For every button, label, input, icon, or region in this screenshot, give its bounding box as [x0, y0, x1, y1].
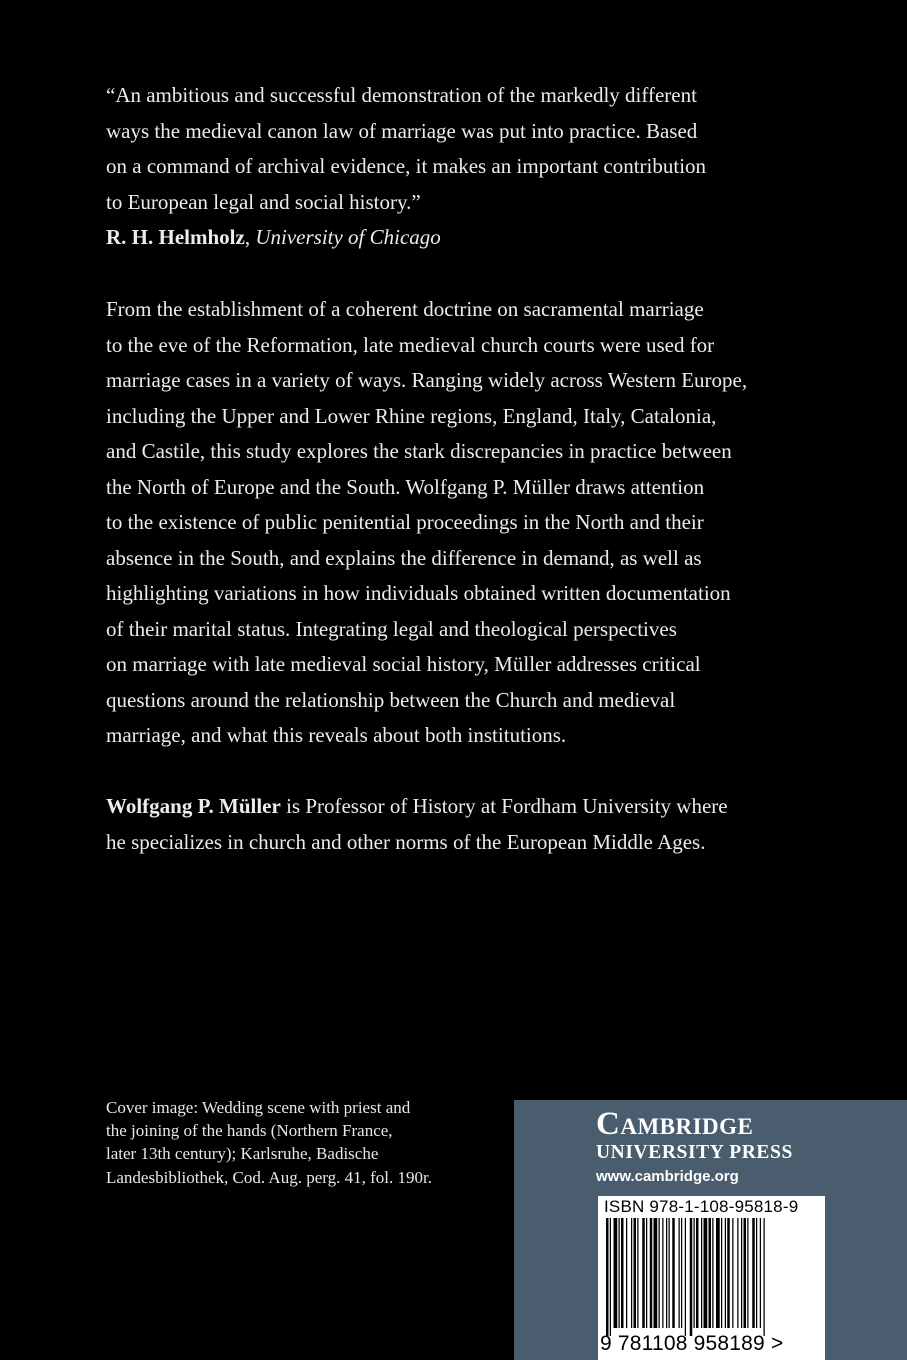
publisher-logo-name: Cambridge — [596, 1106, 754, 1142]
quote-line: ways the medieval canon law of marriage was put into practice. Based — [106, 118, 698, 143]
description-line: on marriage with late medieval social history, Müller addresses critical — [106, 652, 701, 676]
barcode-bar — [685, 1218, 686, 1336]
endorsement-attribution — [106, 220, 846, 256]
barcode-bar — [712, 1218, 713, 1328]
credit-line: Cover image: Wedding scene with priest and — [106, 1098, 411, 1117]
barcode-bar — [741, 1218, 742, 1328]
description-line: of their marital status. Integrating legal and theological perspectives — [106, 616, 677, 641]
publisher-url: www.cambridge.org — [596, 1168, 739, 1185]
barcode-bar — [621, 1218, 624, 1328]
barcode-bar — [614, 1218, 618, 1328]
barcode-bar — [631, 1218, 632, 1328]
book-description — [106, 292, 846, 754]
barcode-bar — [606, 1218, 609, 1336]
publisher-logo-subtitle: UNIVERSITY PRESS — [596, 1142, 793, 1163]
barcode-bar — [725, 1218, 726, 1328]
description-line: to the eve of the Reformation, late medieval church courts were used for — [106, 332, 715, 357]
description-line: absence in the South, and explains the difference in demand, as well as — [106, 545, 702, 570]
barcode-bar — [709, 1218, 712, 1328]
credit-line: the joining of the hands (Northern France, — [106, 1121, 393, 1141]
barcode-bar — [747, 1218, 748, 1328]
barcode-bar — [701, 1218, 702, 1328]
barcode-bar — [650, 1218, 653, 1328]
barcode-bar — [752, 1218, 755, 1328]
barcode-bar — [646, 1218, 647, 1328]
description-line: From the establishment of a coherent doctrine on sacramental marriage — [106, 297, 704, 321]
barcode-bar — [756, 1218, 757, 1328]
credit-line: later 13th century); Karlsruhe, Badische — [106, 1144, 379, 1164]
quote-line: on a command of archival evidence, it makes an important contribution — [106, 154, 707, 178]
barcode-bar — [721, 1218, 722, 1328]
credit-line: Landesbibliothek, Cod. Aug. perg. 41, fol. 190r. — [106, 1167, 432, 1187]
barcode-bar — [716, 1218, 720, 1328]
endorser-name: R. H. Helmholz — [106, 225, 245, 249]
barcode-bar — [626, 1218, 627, 1328]
author-name: Wolfgang P. Müller — [106, 794, 281, 818]
description-line: marriage cases in a variety of ways. Ranging widely across Western Europe, — [106, 368, 748, 392]
barcode-bar — [610, 1218, 611, 1336]
barcode-bar — [704, 1218, 708, 1328]
description-line: marriage, and what this reveals about both institutions. — [106, 723, 567, 747]
publisher-panel — [514, 1100, 907, 1360]
bio-line — [106, 789, 846, 825]
cover-image-credit — [106, 1096, 506, 1189]
barcode-bar — [727, 1218, 730, 1328]
barcode-bar — [666, 1218, 667, 1328]
barcode-bar — [764, 1218, 765, 1336]
description-line: to the existence of public penitential proceedings in the North and their — [106, 510, 704, 534]
barcode-digits: 9 781108 958189 > — [600, 1332, 784, 1355]
barcode-bars — [604, 1218, 819, 1336]
barcode-bar — [669, 1218, 670, 1328]
author-bio — [106, 789, 846, 860]
endorser-affiliation: University of Chicago — [255, 225, 441, 249]
barcode-bar — [662, 1218, 663, 1328]
barcode-bar — [679, 1218, 680, 1328]
barcode-bar — [696, 1218, 699, 1328]
description-line: the North of Europe and the South. Wolfgang P. Müller draws attention — [106, 474, 705, 499]
description-line: questions around the relationship between the Church and medieval — [106, 687, 676, 712]
barcode-bar — [760, 1218, 761, 1328]
bio-line: he specializes in church and other norms of the European Middle Ages. — [106, 829, 706, 854]
barcode-bar — [681, 1218, 682, 1328]
barcode-bar — [659, 1218, 660, 1328]
barcode-bar — [672, 1218, 675, 1328]
description-line: and Castile, this study explores the stark discrepancies in practice between — [106, 439, 732, 463]
bio-text: is Professor of History at Fordham University where — [280, 794, 728, 818]
isbn-barcode — [598, 1196, 825, 1360]
attribution-separator: , — [244, 225, 256, 249]
barcode-bar — [744, 1218, 747, 1328]
quote-line: “An ambitious and successful demonstration of the markedly different — [106, 83, 697, 107]
barcode-bar — [654, 1218, 658, 1328]
description-line: including the Upper and Lower Rhine regions, England, Italy, Catalonia, — [106, 403, 717, 428]
barcode-bar — [619, 1218, 620, 1328]
barcode-bar — [694, 1218, 695, 1328]
endorsement-quote — [106, 78, 846, 256]
barcode-bar — [642, 1218, 645, 1328]
barcode-bar — [637, 1218, 638, 1328]
quote-line: to European legal and social history.” — [106, 189, 421, 214]
barcode-bar — [737, 1218, 738, 1328]
barcode-bar — [634, 1218, 637, 1328]
barcode-bar — [690, 1218, 693, 1336]
isbn-label: ISBN 978-1-108-95818-9 — [604, 1197, 799, 1216]
description-line: highlighting variations in how individuals obtained written documentation — [106, 581, 731, 605]
barcode-bar — [732, 1218, 733, 1328]
